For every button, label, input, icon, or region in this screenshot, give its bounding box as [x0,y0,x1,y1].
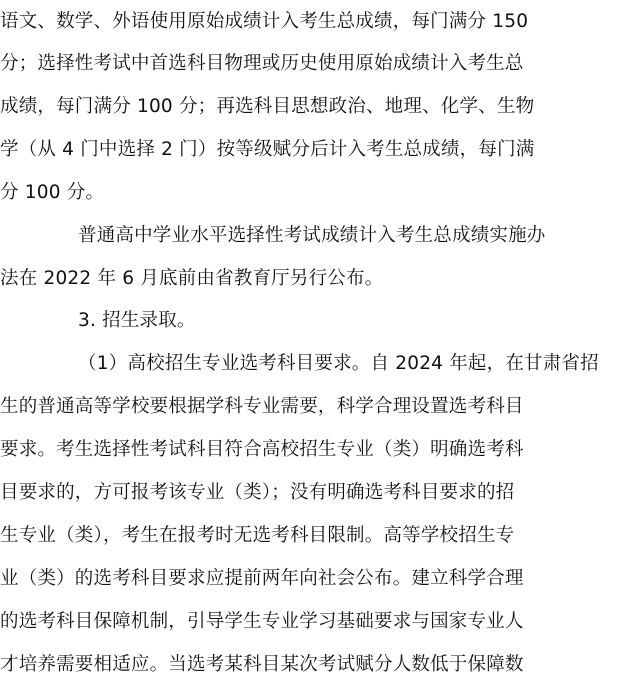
text-line: 才培养需要相适应。当选考某科目某次考试赋分人数低于保障数 [0,654,524,675]
paragraph-first-line: （1）高校招生专业选考科目要求。自 2024 年起，在甘肃省招 [78,353,599,374]
section-heading: 3. 招生录取。 [78,310,196,331]
text-line: 的选考科目保障机制，引导学生专业学习基础要求与国家专业人 [0,611,524,632]
text-line: 生的普通高等学校要根据学科专业需要，科学合理设置选考科目 [0,396,524,417]
text-line: 成绩，每门满分 100 分；再选科目思想政治、地理、化学、生物 [0,96,535,117]
text-line: 法在 2022 年 6 月底前由省教育厅另行公布。 [0,268,384,289]
paragraph-first-line: 普通高中学业水平选择性考试成绩计入考生总成绩实施办 [78,225,546,246]
text-line: 业（类）的选考科目要求应提前两年向社会公布。建立科学合理 [0,568,524,589]
text-line: 要求。考生选择性考试科目符合高校招生专业（类）明确选考科 [0,439,524,460]
text-line: 语文、数学、外语使用原始成绩计入考生总成绩，每门满分 150 [0,11,529,32]
text-line: 生专业（类），考生在报考时无选考科目限制。高等学校招生专 [0,525,515,546]
text-line: 学（从 4 门中选择 2 门）按等级赋分后计入考生总成绩，每门满 [0,139,535,160]
text-line: 分 100 分。 [0,182,105,203]
text-line: 分；选择性考试中首选科目物理或历史使用原始成绩计入考生总 [0,53,524,74]
text-line: 目要求的，方可报考该专业（类）；没有明确选考科目要求的招 [0,482,515,503]
